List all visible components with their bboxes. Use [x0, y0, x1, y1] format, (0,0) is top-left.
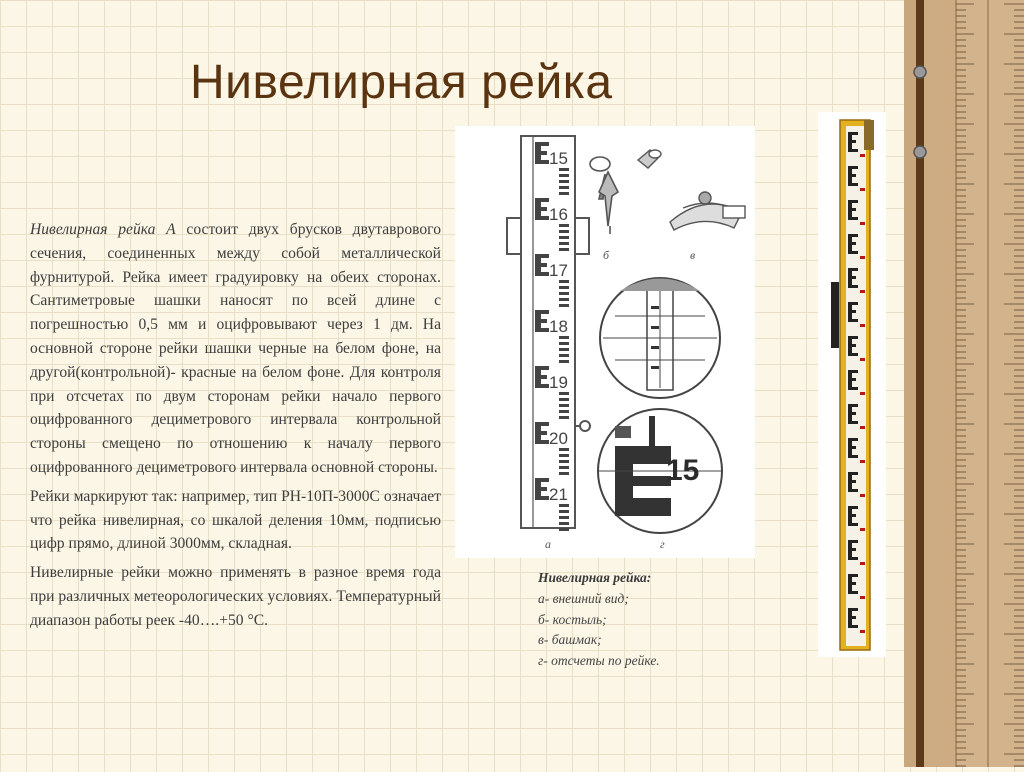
rod-e-block [535, 160, 549, 164]
rod-tick [559, 472, 569, 475]
rod-tick [559, 416, 569, 419]
rod-tick [559, 298, 569, 301]
rod-tick [559, 466, 569, 469]
photo-e-block [848, 616, 856, 619]
caption-line: г- отсчеты по рейке. [538, 653, 660, 669]
rod-tick [559, 280, 569, 283]
photo-tick [860, 290, 865, 293]
photo-e-block [848, 285, 858, 288]
rod-e-block [535, 207, 547, 211]
photo-e-block [848, 353, 858, 356]
caption-line: а- внешний вид; [538, 590, 629, 606]
rod-tick [559, 510, 569, 513]
photo-e-block [848, 319, 858, 322]
leveling-rod-figure [455, 126, 755, 558]
screw-icon [914, 66, 926, 78]
rod-e-block [535, 198, 549, 202]
photo-e-block [848, 472, 858, 475]
rod-tick [559, 292, 569, 295]
rod-number: 21 [549, 485, 568, 504]
photo-tick [860, 426, 865, 429]
photo-e-block [848, 489, 858, 492]
photo-tick [860, 596, 865, 599]
rod-tick [559, 404, 569, 407]
photo-tick [860, 222, 865, 225]
rod-e-block [535, 151, 547, 155]
photo-tick [860, 630, 865, 633]
rod-tick [559, 168, 569, 171]
rod-tick [559, 528, 569, 531]
figure-caption [538, 568, 758, 672]
caption-title: Нивелирная рейка: [538, 570, 652, 585]
photo-e-block [848, 625, 858, 628]
photo-tick [860, 188, 865, 191]
photo-e-block [848, 540, 858, 543]
photo-e-block [848, 276, 856, 279]
photo-e-block [848, 582, 856, 585]
rod-e-block [535, 422, 549, 426]
body-text [30, 218, 441, 638]
rod-tick [559, 248, 569, 251]
photo-tick [860, 154, 865, 157]
figure-label-g: г [660, 537, 665, 551]
photo-e-block [848, 140, 856, 143]
rod-tick [559, 522, 569, 525]
rod-e-block [535, 263, 547, 267]
photo-e-block [848, 480, 856, 483]
paragraph-2: Рейки маркируют так: например, тип РН-10П-3000С означает что рейка нивелирная, со шкалой деления 10мм, подписью цифр прямо, длиной 3000мм, складная. [30, 487, 441, 553]
rod-tick [559, 392, 569, 395]
zoom-reading: 15 [666, 454, 700, 487]
rod-tick [559, 224, 569, 227]
photo-e-block [848, 514, 856, 517]
figure-label-v: в [690, 248, 696, 262]
rod-number: 18 [549, 317, 568, 336]
photo-e-block [848, 166, 858, 169]
photo-e-block [848, 344, 856, 347]
rod-tick [559, 516, 569, 519]
photo-e-block [848, 404, 858, 407]
rod-ticks [535, 142, 569, 531]
rod-e-block [535, 319, 547, 323]
rod-tick [559, 460, 569, 463]
photo-e-block [848, 370, 858, 373]
photo-e-block [848, 268, 858, 271]
rod-tick [559, 336, 569, 339]
photo-tick [860, 528, 865, 531]
figure-drawing [455, 126, 755, 558]
rod-tick [559, 304, 569, 307]
rod-number: 17 [549, 261, 568, 280]
rod-tick [559, 410, 569, 413]
rod-tick [559, 504, 569, 507]
rod-e-block [535, 328, 549, 332]
rod-tick [559, 398, 569, 401]
rod-number: 20 [549, 429, 568, 448]
rod-e-block [535, 496, 549, 500]
photo-e-block [848, 132, 858, 135]
rod-tick [559, 186, 569, 189]
photo-tick [860, 324, 865, 327]
rod-tick [559, 236, 569, 239]
rod-tick [559, 454, 569, 457]
rod-e-block [535, 216, 549, 220]
photo-e-block [848, 217, 858, 220]
figure-label-b: б [603, 248, 610, 262]
cylinder-drawing [638, 150, 661, 168]
base-plate-drawing [670, 192, 745, 230]
photo-e-block [848, 412, 856, 415]
photo-tick [860, 392, 865, 395]
ruler-strip [904, 0, 1024, 767]
rod-e-block [535, 375, 547, 379]
rod-tick [559, 230, 569, 233]
rod-number: 19 [549, 373, 568, 392]
rod-photo [818, 112, 886, 657]
photo-tick [860, 256, 865, 259]
rod-tick [559, 448, 569, 451]
rod-e-block [535, 366, 549, 370]
paragraph-1 [30, 218, 441, 480]
figure-label-a: а [545, 537, 551, 551]
photo-e-block [848, 149, 858, 152]
photo-tick [860, 460, 865, 463]
rod-tick [559, 360, 569, 363]
rod-tick [559, 180, 569, 183]
photo-e-block [848, 455, 858, 458]
photo-e-block [848, 310, 856, 313]
photo-tick [860, 494, 865, 497]
photo-e-block [848, 234, 858, 237]
slide-title: Нивелирная рейка [190, 56, 613, 109]
rod-tick [559, 354, 569, 357]
rod-e-block [535, 487, 547, 491]
ruler-drawing [904, 0, 1024, 767]
photo-e-block [848, 251, 858, 254]
photo-e-block [848, 421, 858, 424]
rod-e-block [535, 440, 549, 444]
paragraph-3: Нивелирные рейки можно применять в разное время года при различных метеорологических условиях. Температурный диапазон работы реек -40….+50 °С. [30, 564, 441, 629]
photo-e-block [848, 548, 856, 551]
rod-tick [559, 242, 569, 245]
paragraph-lead: Нивелирная рейка А [30, 221, 176, 238]
paragraph-1-text: состоит двух брусков двутаврового сечения, соединенных между собой металлической фурнитурой. Рейка имеет градуировку на обеих сторонах. Сантиметровые шашки наносят по всей длине с погрешностью 0,5 мм и оцифровывают через 1 дм. На основной стороне рейки шашки черные на белом фоне, на другой(контрольной)- красные на белом фоне. Для контроля при отсчетах по двум сторонам рейки начало первого оцифрованного дециметрового интервала контрольной стороны смещено по отношению к началу первого оцифрованного дециметрового интервала основной стороны. [30, 221, 441, 476]
photo-e-block [848, 302, 858, 305]
photo-e-block [848, 591, 858, 594]
photo-e-block [848, 200, 858, 203]
photo-e-block [848, 336, 858, 339]
photo-e-block [848, 446, 856, 449]
rod-tick [559, 174, 569, 177]
photo-e-block [848, 523, 858, 526]
rod-e-block [535, 254, 549, 258]
rod-number: 15 [549, 149, 568, 168]
photo-e-block [848, 387, 858, 390]
rod-e-block [535, 142, 549, 146]
rod-tick [559, 286, 569, 289]
caption-line: б- костыль; [538, 611, 607, 627]
photo-e-block [848, 438, 858, 441]
rod-e-block [535, 431, 547, 435]
photo-e-block [848, 506, 858, 509]
rod-number: 16 [549, 205, 568, 224]
photo-e-block [848, 557, 858, 560]
rod-tick [559, 348, 569, 351]
rod-tick [559, 342, 569, 345]
photo-e-block [848, 608, 858, 611]
photo-e-block [848, 174, 856, 177]
photo-tick [860, 358, 865, 361]
photo-e-block [848, 242, 856, 245]
stake-drawing [590, 157, 618, 234]
photo-e-block [848, 574, 858, 577]
telescope-view-top [600, 278, 720, 398]
rod-photo-drawing [818, 112, 886, 657]
photo-e-block [848, 183, 858, 186]
caption-line: в- башмак; [538, 632, 602, 648]
photo-e-block [848, 208, 856, 211]
rod-e-block [535, 478, 549, 482]
photo-tick [860, 562, 865, 565]
rod-tick [559, 192, 569, 195]
telescope-view-bottom [598, 409, 722, 533]
rod-e-block [535, 272, 549, 276]
rod-e-block [535, 384, 549, 388]
screw-icon [914, 146, 926, 158]
photo-e-block [848, 378, 856, 381]
rod-e-block [535, 310, 549, 314]
